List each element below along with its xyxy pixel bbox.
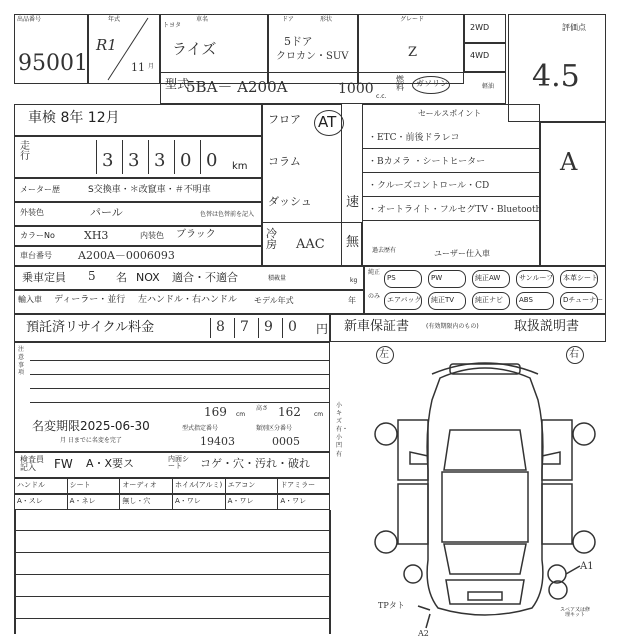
option-badge-label: ABS — [519, 296, 533, 304]
option-badge-label: PS — [387, 274, 396, 282]
option-badge-label: エアバッグ — [387, 296, 422, 304]
expiry-sub: 月 日までに名変を完了 — [60, 437, 122, 444]
option-badge-label: サンルーフ — [519, 274, 554, 282]
handle-value: 左ハンドル・右ハンドル — [138, 295, 238, 305]
lower-rule — [14, 552, 330, 553]
condition-row2-cell: ハンドル — [17, 481, 45, 489]
sales-point-divider — [362, 148, 540, 149]
meter-label: メーター歴 — [20, 185, 60, 194]
condition-row2-cell: ドアミラー — [280, 481, 316, 489]
recycle-label: 預託済リサイクル料金 — [26, 320, 155, 335]
mileage-cell-divider — [96, 140, 97, 174]
recall-label: 型式指定番号 — [182, 425, 219, 432]
option-badge-label: 純正ナビ — [475, 296, 503, 304]
condition-row2-cell: オーディオ — [122, 481, 157, 489]
condition-cell-divider — [172, 478, 173, 510]
mark-a2: A2 — [418, 629, 429, 638]
chassis-value: A200A－0006093 — [78, 249, 175, 262]
mileage-digit: 0 — [180, 150, 192, 171]
year-label: 年式 — [108, 16, 121, 23]
recycle-digit: 7 — [240, 319, 249, 335]
lower-left-border — [14, 510, 16, 634]
option-badge-label: PW — [431, 274, 443, 282]
ac-value: AAC — [296, 237, 325, 252]
shape-value: クロカン・SUV — [276, 51, 349, 62]
sales-point-item: ・Bカメラ ・シートヒーター — [368, 157, 486, 167]
condition-grades: A・X要ス — [86, 457, 135, 470]
user-label: ユーザー仕入車 — [434, 249, 490, 258]
sales-point-divider — [362, 172, 540, 173]
meter-options: S交換車・＊改竄車・＃不明車 — [88, 185, 211, 195]
condition-row2-cell: エアコン — [227, 481, 256, 489]
type-label: 型式 — [165, 77, 190, 91]
length-value: 169 — [204, 405, 227, 419]
drive-2wd: 2WD — [470, 23, 490, 32]
left-label: 左 — [379, 349, 389, 360]
chassis-label: 車台番号 — [20, 251, 52, 260]
lot-label: 出品番号 — [17, 16, 42, 23]
year-divider — [88, 14, 160, 84]
condition-cell-divider — [277, 478, 278, 510]
cc-unit: c.c. — [376, 93, 387, 100]
condition-row3-cell: A・ワレ — [280, 497, 307, 505]
notes-rule — [30, 360, 330, 361]
cc-value: 1000 — [338, 81, 374, 97]
ac-label: 冷房 — [266, 227, 277, 251]
mileage-cell-divider — [200, 140, 201, 174]
score-label: 評価点 — [562, 23, 586, 32]
mileage-unit: km — [232, 161, 248, 172]
expiry-stamp: 名変期限2025-06-30 — [32, 419, 150, 433]
lot-number: 95001 — [18, 51, 88, 76]
condition-damage: コゲ・穴・汚れ・破れ — [200, 457, 310, 470]
load-unit: kg — [350, 277, 358, 284]
grade-value: Z — [408, 45, 418, 60]
right-label: 右 — [569, 349, 579, 360]
fuel-alt: 軽油 — [482, 83, 495, 90]
month-value: 11 — [131, 61, 145, 74]
interior-grade-box — [540, 122, 606, 266]
mileage-label: 走行 — [20, 141, 30, 162]
sales-point-item: ・オートライト・フルセグTV・Bluetooth — [368, 205, 542, 215]
recycle-cell-divider — [282, 318, 283, 338]
make-label: トヨタ — [163, 22, 182, 29]
mark-a1: A1 — [580, 561, 594, 572]
interior-label: 内装色 — [140, 231, 164, 240]
history-label: 過去歴有 — [372, 247, 397, 254]
car-name: ライズ — [172, 40, 217, 58]
type-value: 5BA－ A200A — [186, 78, 288, 96]
name-label: 車名 — [196, 16, 209, 23]
drive-4wd: 4WD — [470, 51, 490, 60]
color-note: 色替は色替前を記入 — [200, 211, 255, 218]
import-value: ディーラー・並行 — [54, 295, 126, 305]
fuel-label: 燃料 — [396, 75, 404, 92]
side-label: 小キズ有・小凹有 — [336, 402, 349, 458]
lower-right-border — [329, 510, 331, 634]
fuel-value: ガソリン — [416, 79, 448, 88]
notes-rule — [30, 388, 330, 389]
sales-point-item: ・ETC・前後ドラレコ — [368, 133, 460, 143]
nox-label: NOX — [136, 271, 160, 284]
recycle-digit: 9 — [264, 319, 273, 335]
interior-sheet-label: 内面シート — [168, 455, 189, 470]
spare-label: スペア又は修理キット — [560, 607, 591, 618]
mileage-cell-divider — [174, 140, 175, 174]
door-label: ドア — [282, 16, 294, 23]
option-only-label: のみ — [368, 293, 381, 300]
condition-row3-cell: A・ワレ — [175, 497, 201, 505]
notes-rule — [30, 402, 330, 403]
condition-row2-cell: シート — [69, 481, 91, 489]
condition-row3-cell: A・スレ — [17, 497, 43, 505]
condition-cell-divider — [67, 478, 68, 510]
model-year-unit: 年 — [348, 296, 356, 305]
recycle-digit: 0 — [288, 319, 297, 335]
mileage-digit: 3 — [128, 150, 140, 171]
inspection-text: 車検 8年 12月 — [28, 110, 120, 126]
interior-value: ブラック — [176, 229, 216, 240]
color-label: 外装色 — [20, 208, 44, 217]
condition-row3-cell: A・ワレ — [227, 497, 254, 505]
height-value: 162 — [278, 405, 301, 419]
condition-cell-divider — [225, 478, 226, 510]
import-label: 輸入車 — [18, 295, 42, 304]
recycle-cell-divider — [210, 318, 211, 338]
condition-label: 検査員記入 — [20, 455, 44, 472]
column-label: コラム — [268, 155, 301, 168]
option-badge-label: 純正TV — [431, 296, 455, 304]
warranty-label: 新車保証書 — [344, 319, 410, 334]
mileage-cell-divider — [148, 140, 149, 174]
recycle-digit: 8 — [216, 319, 225, 335]
mileage-digit: 3 — [154, 150, 166, 171]
sales-point-item: ・クルーズコントロール・CD — [368, 181, 490, 191]
lower-rule — [14, 574, 330, 575]
capacity-value: 5 — [88, 269, 96, 283]
drive-divider — [464, 42, 506, 44]
recycle-unit: 円 — [316, 322, 329, 336]
model-year-label: モデル年式 — [254, 296, 294, 305]
sales-point-label: セールスポイント — [418, 109, 482, 118]
shape-label: 形状 — [320, 16, 333, 23]
class-label: 類別区分番号 — [256, 425, 293, 432]
notes-label: 注意事項 — [18, 346, 25, 377]
recycle-cell-divider — [258, 318, 259, 338]
mark-tp: TPタト — [378, 601, 405, 610]
speed-label: 速 — [346, 195, 360, 210]
score-value: 4.5 — [532, 59, 580, 94]
length-unit: cm — [236, 411, 246, 418]
floor-label: フロア — [268, 113, 301, 126]
door-value: 5ドア — [284, 35, 313, 48]
mileage-digit: 3 — [102, 150, 114, 171]
at-label: AT — [318, 113, 337, 131]
month-unit: 月 — [148, 63, 155, 70]
load-label: 積載量 — [268, 275, 287, 282]
height-unit: cm — [314, 411, 324, 418]
dash-label: ダッシュ — [268, 195, 312, 208]
color-value: パール — [90, 206, 123, 219]
height-label: 高さ — [256, 405, 269, 412]
condition-row3-cell: A・ネレ — [69, 497, 96, 505]
lower-rule — [14, 596, 330, 597]
genuine-label: 純正 — [368, 269, 381, 276]
condition-cell-divider — [119, 478, 120, 510]
recall-value: 19403 — [200, 435, 235, 448]
option-badge-label: 本革シート — [563, 274, 598, 282]
condition-row3-cell: 無し・穴 — [122, 497, 151, 505]
condition-row2-cell: ホイル(アルミ) — [175, 481, 223, 489]
sales-point-divider — [362, 196, 540, 197]
notes-rule — [30, 374, 330, 375]
interior-grade: A — [560, 148, 578, 176]
class-value: 0005 — [272, 435, 300, 448]
mileage-cell-divider — [122, 140, 123, 174]
condition-fw: FW — [54, 457, 73, 471]
year-value: R1 — [96, 36, 117, 54]
grade-label: グレード — [400, 16, 425, 23]
color-no-value: XH3 — [84, 229, 109, 242]
mileage-digit: 0 — [206, 150, 218, 171]
none-label: 無 — [346, 235, 360, 250]
option-badge-label: 純正AW — [475, 274, 501, 282]
recycle-cell-divider — [234, 318, 235, 338]
capacity-label: 乗車定員 — [22, 271, 66, 284]
car-diagram — [370, 360, 600, 630]
warranty-sub: (有効期限内のもの) — [426, 323, 479, 330]
lower-rule — [14, 530, 330, 531]
capacity-unit: 名 — [116, 271, 127, 284]
option-badge-label: Dチューナー — [563, 296, 604, 304]
nox-value: 適合・不適合 — [172, 271, 238, 284]
sales-point-divider — [362, 220, 540, 221]
color-no-label: カラーNo — [20, 231, 55, 240]
manual-label: 取扱説明書 — [514, 319, 580, 334]
lower-rule — [14, 618, 330, 619]
